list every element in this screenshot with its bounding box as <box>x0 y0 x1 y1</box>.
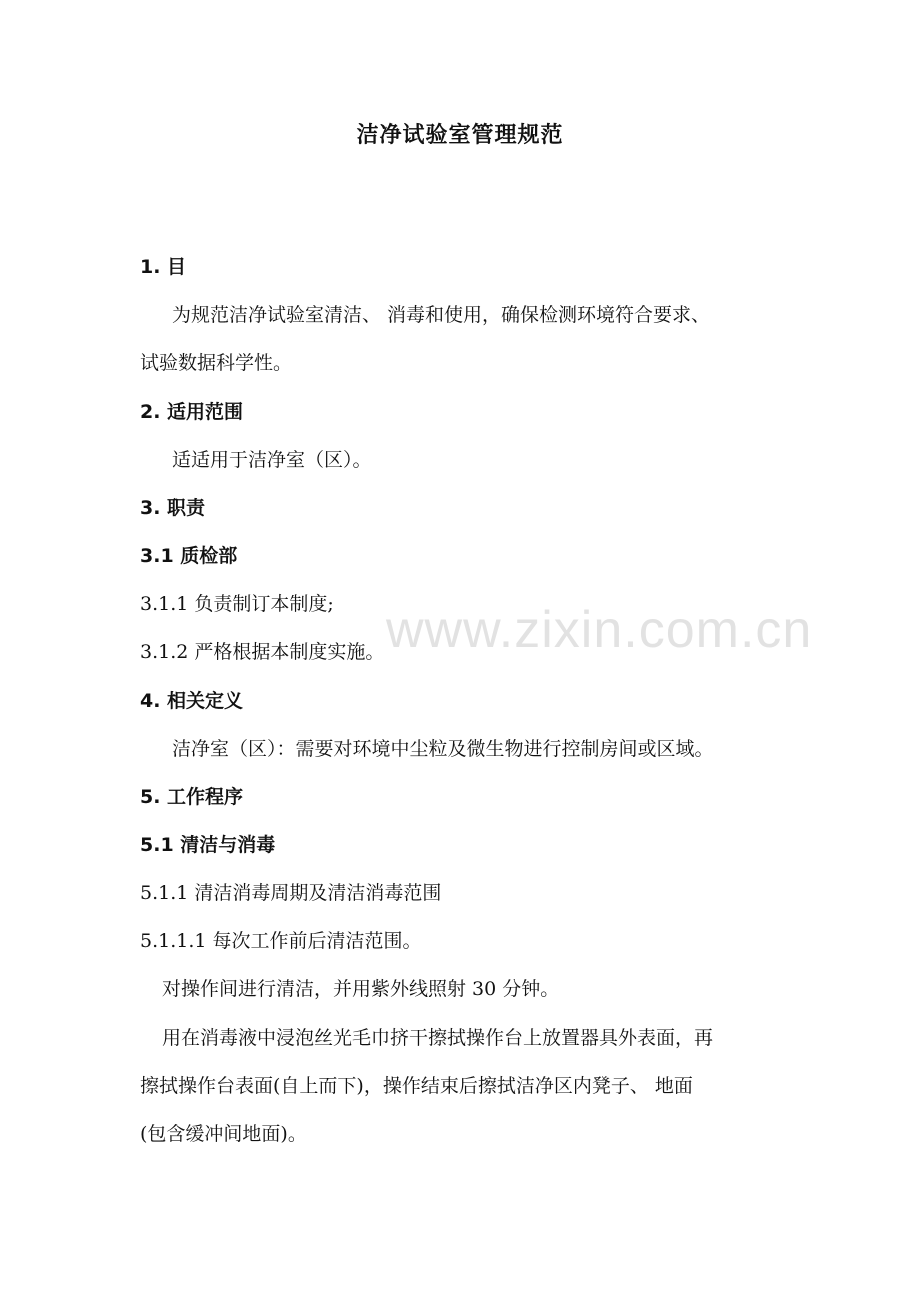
section-heading-responsibilities: 3. 职责 <box>140 497 206 519</box>
section-heading-procedure: 5. 工作程序 <box>140 786 244 808</box>
section-heading-definitions: 4. 相关定义 <box>140 690 244 712</box>
list-item-3-1-2: 3.1.2 严格根据本制度实施。 <box>140 641 385 663</box>
subsection-heading-qc-dept: 3.1 质检部 <box>140 545 238 567</box>
list-item-5-1-1: 5.1.1 清洁消毒周期及清洁消毒范围 <box>140 882 442 904</box>
section-heading-scope: 2. 适用范围 <box>140 401 244 423</box>
list-item-3-1-1: 3.1.1 负责制订本制度; <box>140 593 334 615</box>
document-title: 洁净试验室管理规范 <box>356 123 564 148</box>
paragraph-uv: 对操作间进行清洁，并用紫外线照射 30 分钟。 <box>162 978 560 1000</box>
paragraph-wipe-line-3: (包含缓冲间地面)。 <box>140 1123 307 1145</box>
paragraph-purpose-line-1: 为规范洁净试验室清洁、 消毒和使用，确保检测环境符合要求、 <box>172 304 711 326</box>
paragraph-wipe-line-2: 擦拭操作台表面(自上而下)，操作结束后擦拭洁净区内凳子、 地面 <box>140 1075 693 1097</box>
list-item-5-1-1-1: 5.1.1.1 每次工作前后清洁范围。 <box>140 930 422 952</box>
paragraph-scope: 适适用于洁净室（区）。 <box>172 449 372 471</box>
subsection-heading-cleaning: 5.1 清洁与消毒 <box>140 834 276 856</box>
paragraph-purpose-line-2: 试验数据科学性。 <box>140 352 293 374</box>
paragraph-definition: 洁净室（区）：需要对环境中尘粒及微生物进行控制房间或区域。 <box>172 738 714 760</box>
watermark: www.zixin.com.cn <box>386 601 813 659</box>
section-heading-purpose: 1. 目 <box>140 256 187 278</box>
paragraph-wipe-line-1: 用在消毒液中浸泡丝光毛巾挤干擦拭操作台上放置器具外表面，再 <box>162 1027 714 1049</box>
